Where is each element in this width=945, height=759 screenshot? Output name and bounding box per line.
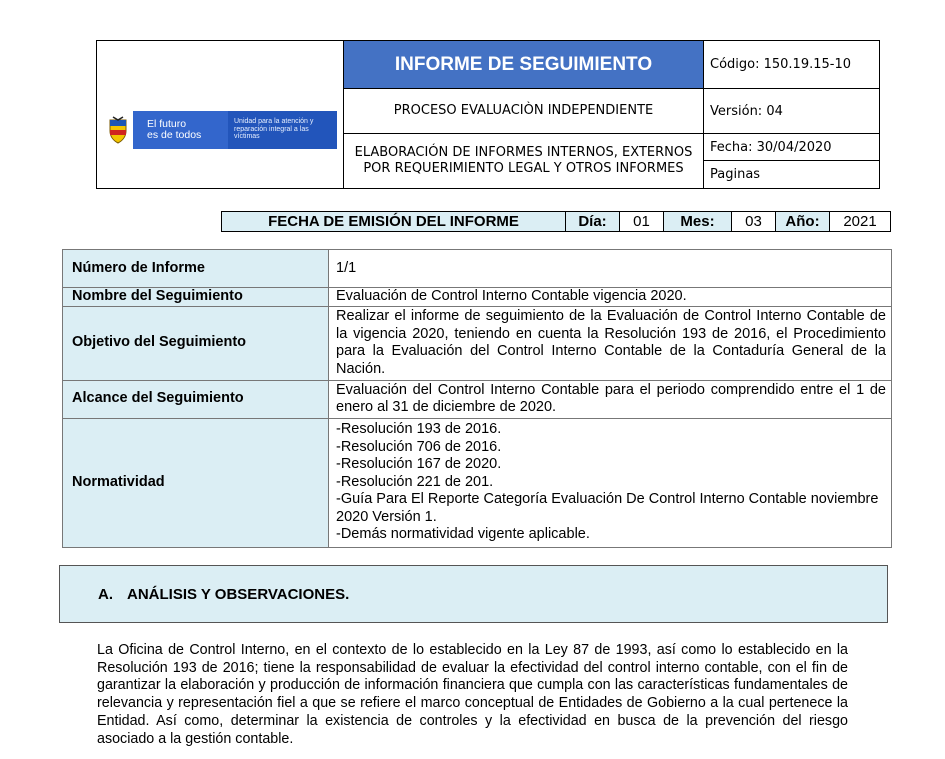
body-paragraph: La Oficina de Control Interno, en el contexto de lo establecido en la Ley 87 de 1993, así como lo establecido en la Resolución 193 de 2016; tiene la responsabilidad de evaluar la efectividad del control interno contable, con el fin de garantizar la elaboración y producción de información financiera que cumpla con las características fundamentales de relevancia y representación fiel a que se refiere el marco conceptual de Entidades de Gobierno a la cual pertenece la Entidad. Así como, determinar la existencia de controles y la efectividad en busca de la prevención del riesgo asociado a la gestión contable. [97,642,848,747]
list-item: -Resolución 221 de 201. [336,473,494,490]
section-title: ANÁLISIS Y OBSERVACIONES. [127,585,350,603]
section-number: A. [98,585,113,603]
info-value: Evaluación del Control Interno Contable para el periodo comprendido entre el 1 de enero al 31 de diciembre de 2020. [329,380,892,418]
day-label: Día: [566,212,620,232]
logo-cell [97,41,344,189]
process-name: PROCESO EVALUACIÒN INDEPENDIENTE [344,89,704,134]
year-label: Año: [776,212,830,232]
coat-of-arms-icon [103,111,133,149]
info-value: 1/1 [329,250,892,288]
table-row [63,306,892,380]
document-pages: Paginas [704,161,880,189]
info-value: Evaluación de Control Interno Contable vigencia 2020. [329,288,892,307]
entity-logo [103,111,337,149]
list-item: -Resolución 193 de 2016. [336,421,502,438]
emission-label: FECHA DE EMISIÓN DEL INFORME [222,212,566,232]
report-info-table [62,249,892,548]
table-row [63,288,892,307]
document-code: Código: 150.19.15-10 [704,41,880,89]
info-key: Número de Informe [63,250,329,288]
info-key: Normatividad [63,418,329,547]
year-value: 2021 [830,212,891,232]
section-heading [59,565,888,623]
emission-date-bar [221,211,891,232]
document-date: Fecha: 30/04/2020 [704,134,880,161]
document-version: Versión: 04 [704,89,880,134]
list-item: -Demás normatividad vigente aplicable. [336,526,590,543]
info-key: Nombre del Seguimiento [63,288,329,307]
list-item: -Resolución 706 de 2016. [336,438,502,455]
table-row [63,380,892,418]
document-title: INFORME DE SEGUIMIENTO [344,41,704,89]
month-value: 03 [732,212,776,232]
regulations-list [329,418,892,547]
list-item: -Resolución 167 de 2020. [336,456,502,473]
info-value: Realizar el informe de seguimiento de la Evaluación de Control Interno Contable de la vigencia 2020, teniendo en cuenta la Resolución 193 de 2016, el Procedimiento para la Evaluación del Control Interno Contable de la Contaduría General de la Nación. [329,306,892,380]
day-value: 01 [620,212,664,232]
document-header [96,40,880,189]
logo-slogan: El futuro es de todos [147,117,202,141]
subprocess-name: ELABORACIÓN DE INFORMES INTERNOS, EXTERNOS POR REQUERIMIENTO LEGAL Y OTROS INFORMES [344,134,704,189]
month-label: Mes: [664,212,732,232]
info-key: Alcance del Seguimiento [63,380,329,418]
list-item: -Guía Para El Reporte Categoría Evaluación De Control Interno Contable noviembre 2020 Versión 1. [336,491,879,525]
info-key: Objetivo del Seguimiento [63,306,329,380]
table-row [63,418,892,547]
table-row [63,250,892,288]
logo-unit-name: Unidad para la atención y reparación integral a las víctimas [228,111,337,149]
